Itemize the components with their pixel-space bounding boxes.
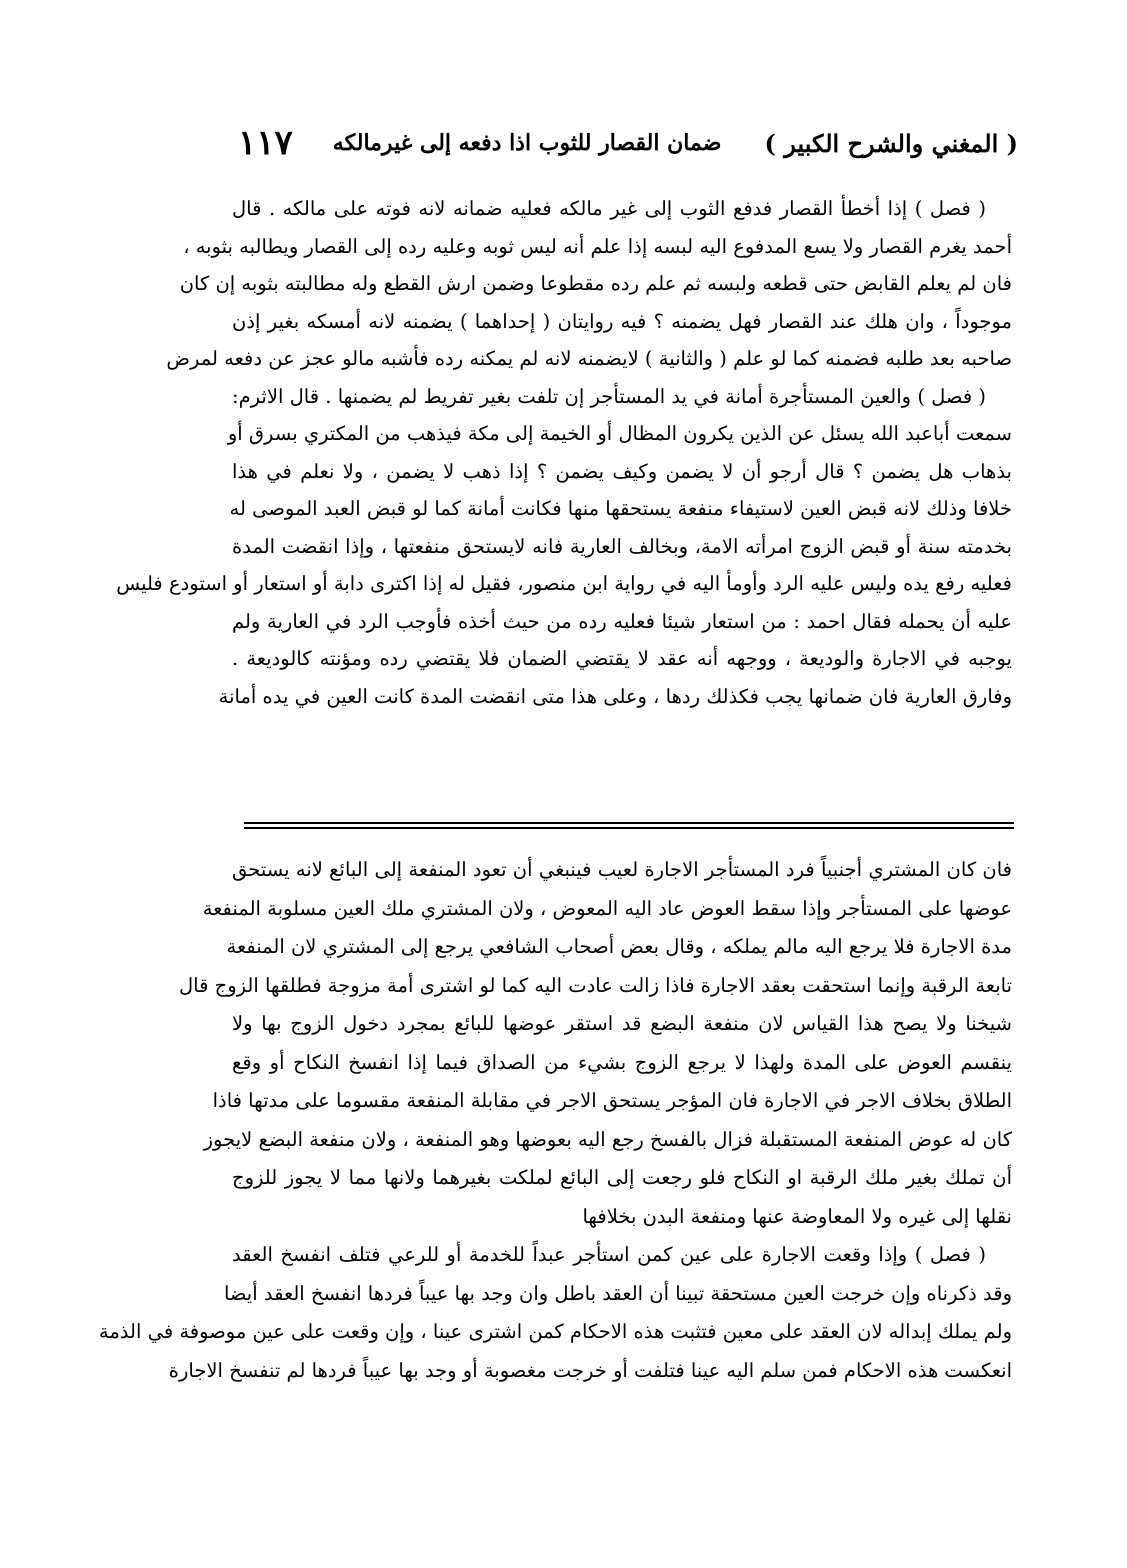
page-header: [238, 118, 1018, 168]
text-line: انعكست هذه الاحكام فمن سلم اليه عينا فتلفت أو خرجت مغصوبة أو وجد بها عيباً فردها لم تنفسخ الاجارة: [168, 1358, 1012, 1382]
divider-rule: [244, 822, 1014, 824]
divider-rule: [244, 827, 1014, 829]
text-line: عوضها على المستأجر وإذا سقط العوض عاد اليه المعوض ، ولان المشتري ملك العين مسلوبة المنفعة: [202, 896, 1012, 920]
book-title: ( المغني والشرح الكبير ): [764, 128, 1018, 158]
text-line: تابعة الرقبة وإنما استحقت بعقد الاجارة فاذا زالت عادت اليه كما لو اشترى أمة مزوجة فطلقها الزوج قال: [179, 973, 1012, 997]
text-line: موجوداً ، وان هلك عند القصار فهل يضمنه ؟ فيه روايتان ( إحداهما ) يضمنه لانه أمسكه بغير إذن: [232, 309, 1012, 333]
text-line: ( فصل ) والعين المستأجرة أمانة في يد المستأجر إن تلفت بغير تفريط لم يضمنها . قال الاثرم:: [232, 384, 986, 408]
text-line: الطلاق بخلاف الاجر في الاجارة فان المؤجر يستحق الاجر في مقابلة المنفعة مقسوما على مدتها فاذا: [212, 1089, 1012, 1112]
text-line: أحمد يغرم القصار ولا يسع المدفوع اليه لبسه إذا علم أنه ليس ثوبه وعليه رده إلى القصار ويطالبه بثوبه ،: [183, 234, 1012, 258]
text-line: فان لم يعلم القابض حتى قطعه ولبسه ثم علم رده مقطوعا وضمن ارش القطع وله مطالبته بثوبه إن كان: [179, 272, 1012, 295]
double-rule-divider: [244, 822, 1014, 832]
text-line: بخدمته سنة أو قبض الزوج امرأته الامة، وبخالف العارية فانه لايستحق منفعتها ، وإذا انقضت المدة: [232, 534, 1012, 558]
commentary-text-block: [98, 851, 1012, 1390]
text-line: ( فصل ) وإذا وقعت الاجارة على عين كمن استأجر عبداً للخدمة أو للرعي فتلف انفسخ العقد: [232, 1243, 986, 1266]
text-line: سمعت أباعبد الله يسئل عن الذين يكرون المظال أو الخيمة إلى مكة فيذهب من المكتري بسرق أو: [227, 422, 1012, 445]
text-line: عليه أن يحمله فقال احمد : من استعار شيئا فعليه رده من حيث أخذه فأوجب الرد في العارية ولم: [232, 609, 1012, 633]
text-line: أن تملك بغير ملك الرقبة او النكاح فلو رجعت إلى البائع لملكت بغيرهما ولانها مما لا يجوز للزوج: [232, 1166, 1012, 1189]
section-title: ضمان القصار للثوب اذا دفعه إلى غيرمالكه: [332, 130, 722, 156]
text-line: مدة الاجارة فلا يرجع اليه مالم يملكه ، وقال بعض أصحاب الشافعي يرجع إلى المشتري لان المنفعة: [226, 935, 1012, 958]
page-number: ١١٧: [238, 123, 293, 163]
text-line: صاحبه بعد طلبه فضمنه كما لو علم ( والثانية ) لايضمنه لانه لم يمكنه رده فأشبه مالو عجز عن دفعه لمرض: [166, 347, 1012, 370]
text-line: ولم يملك إبداله لان العقد على معين فتثبت هذه الاحكام كمن اشترى عينا ، وإن وقعت على عين موصوفة في الذمة: [98, 1320, 1012, 1343]
main-text-block: [116, 190, 1012, 715]
text-line: فان كان المشتري أجنبياً فرد المستأجر الاجارة لعيب فينبغي أن تعود المنفعة إلى البائع لانه يستحق: [232, 858, 1012, 881]
text-line: فعليه رفع يده وليس عليه الرد وأومأ اليه في رواية ابن منصور، فقيل له إذا اكترى دابة أو استعار أو استودع فليس: [116, 572, 1012, 595]
text-line: وقد ذكرناه وإن خرجت العين مستحقة تبينا أن العقد باطل وان وجد بها عيباً فردها انفسخ العقد أيضا: [223, 1281, 1012, 1305]
text-line: نقلها إلى غيره ولا المعاوضة عنها ومنفعة البدن بخلافها: [582, 1204, 1012, 1228]
text-line: خلافا وذلك لانه قبض العين لاستيفاء منفعة يستحقها منها فكانت أمانة كما لو قبض العبد الموصى له: [229, 497, 1012, 520]
text-line: شيخنا ولا يصح هذا القياس لان منفعة البضع قد استقر عوضها للبائع بمجرد دخول الزوج بها ولا: [232, 1012, 1012, 1035]
text-line: ( فصل ) إذا أخطأ القصار فدفع الثوب إلى غير مالكه فعليه ضمانه لانه فوته على مالكه . قال: [232, 197, 986, 220]
text-line: بذهاب هل يضمن ؟ قال أرجو أن لا يضمن وكيف يضمن ؟ إذا ذهب لا يضمن ، ولا نعلم في هذا: [232, 459, 1012, 483]
text-line: يوجبه في الاجارة والوديعة ، ووجهه أنه عقد لا يقتضي الضمان فلا يقتضي رده ومؤنته كالوديعة .: [232, 647, 1012, 670]
text-line: وفارق العارية فان ضمانها يجب فكذلك ردها ، وعلى هذا متى انقضت المدة كانت العين في يده أمانة: [218, 684, 1012, 708]
text-line: كان له عوض المنفعة المستقبلة فزال بالفسخ رجع اليه بعوضها وهو المنفعة ، ولان منفعة البضع لايجوز: [203, 1127, 1012, 1151]
text-line: ينقسم العوض على المدة ولهذا لا يرجع الزوج بشيء من الصداق فيما إذا انفسخ النكاح أو وقع: [232, 1050, 1012, 1074]
